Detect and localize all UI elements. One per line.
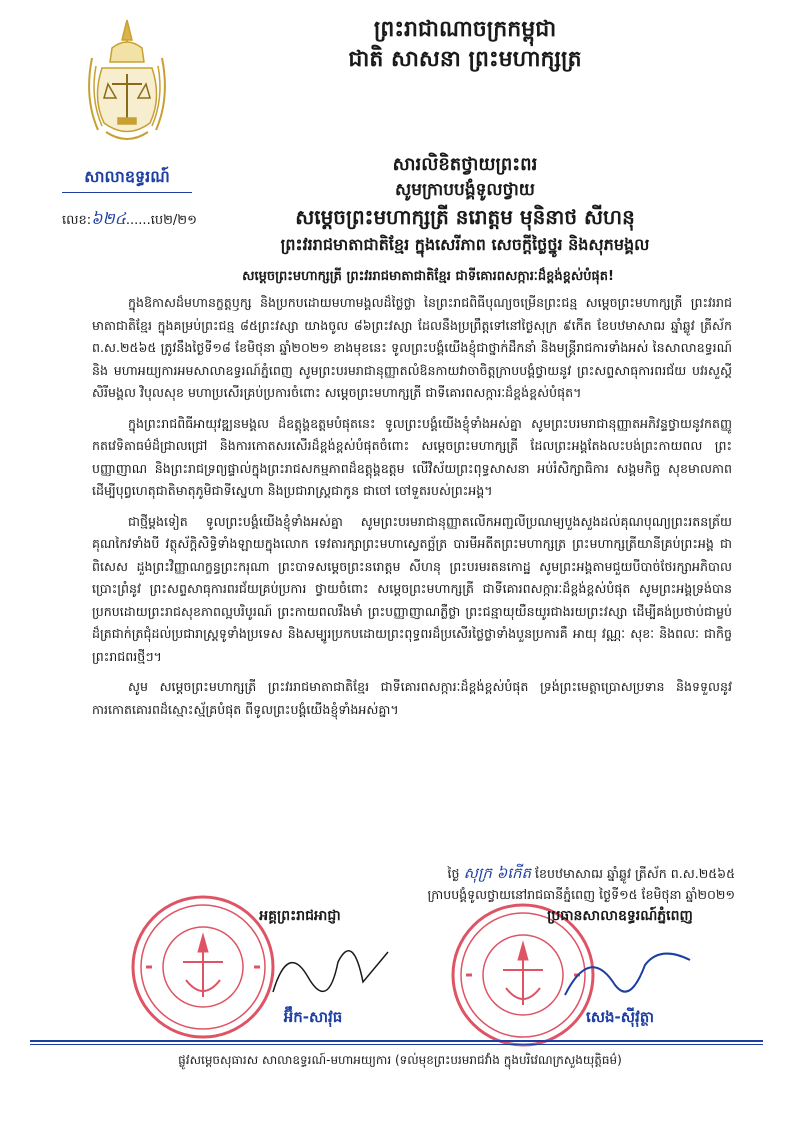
court-underline xyxy=(62,192,192,193)
left-signatory-title: អគ្គព្រះរាជអាជ្ញា xyxy=(259,908,341,924)
salutation: សម្តេចព្រះមហាក្សត្រី ព្រះវររាជមាតាជាតិខ្មែរ ជាទីគោរពសក្ការៈដ៏ខ្ពង់ខ្ពស់បំផុត! xyxy=(242,269,614,284)
signature-right xyxy=(560,940,700,1010)
kingdom-name: ព្រះរាជាណាចក្រកម្ពុជា xyxy=(373,16,557,42)
lunar-date xyxy=(265,862,735,885)
national-motto: ជាតិ សាសនា ព្រះមហាក្សត្រ xyxy=(348,46,582,72)
date-handwritten: សុក្រ ៦កើត xyxy=(463,864,532,882)
letterhead xyxy=(300,14,630,74)
addressee-name: សម្តេចព្រះមហាក្សត្រី នរោត្តម មុនិនាថ សីហនុ xyxy=(295,205,635,229)
royal-emblem-icon xyxy=(82,18,172,148)
footer-address: ផ្លូវសម្តេចសុធារស សាលាឧទ្ធរណ៍-មហាអយ្យការ (ទល់មុខព្រះបរមរាជវាំង ក្នុងបរិវេណក្រសួងយុត្តិធម៌) xyxy=(178,1053,622,1067)
footer-divider xyxy=(30,1040,763,1042)
ref-suffix: ......បេ២/២១ xyxy=(125,213,197,228)
letter-body xyxy=(92,292,732,729)
ref-prefix: លេខ: xyxy=(62,213,92,228)
ref-handwritten-number: ៦២៤ xyxy=(91,209,126,228)
issuing-court: សាលាឧទ្ធរណ៍ xyxy=(84,167,170,186)
paragraph-4: សូម សម្តេចព្រះមហាក្សត្រី ព្រះវររាជមាតាជាតិខ្មែរ ជាទីគោរពសក្ការៈដ៏ខ្ពង់ខ្ពស់បំផុត ទ្រង់ព្រះមេត្តាប្រោសប្រទាន និងទទួលនូវការកោតគោរពដ៏ស្មោះស្ម័គ្របំផុត ពីទូលព្រះបង្គំយើងខ្ញុំទាំងអស់គ្នា។ xyxy=(92,679,732,717)
signature-left xyxy=(268,922,398,1012)
left-signatory-name: អ៊ឹក-សាវុធ xyxy=(283,1008,343,1026)
paragraph-2: ក្នុងព្រះរាជពិធីអាយុវឌ្ឍនមង្គល ដ៏ឧត្តុង្គឧត្តមបំផុតនេះ ទូលព្រះបង្គំយើងខ្ញុំទាំងអស់គ្នា សូមព្រះបរមរាជានុញ្ញាតអភិវន្ទថ្វាយនូវកតញ្ញូកតវេទិតាធម៌ដ៏ជ្រាលជ្រៅ និងការកោតសរសើរដ៏ខ្ពង់ខ្ពស់បំផុតចំពោះ សម្តេចព្រះមហាក្សត្រី ដែលព្រះអង្គតែងលះបង់ព្រះកាយពល ព្រះបញ្ញាញាណ និងព្រះរាជទ្រព្យផ្ទាល់ក្នុងព្រះរាជសកម្មភាពដ៏ឧត្តុង្គឧត្តម លើវិស័យព្រះពុទ្ធសាសនា អប់រំសិក្សាធិការ សង្គមកិច្ច សុខមាលភាព ដើម្បីបុព្វហេតុជាតិមាតុភូមិជាទីស្នេហា និងប្រជារាស្ត្រជាកូន ជាចៅ ចៅទួតរបស់ព្រះអង្គ។ xyxy=(92,415,732,498)
date-prefix: ថ្ងៃ xyxy=(447,866,460,881)
paragraph-3: ជាថ្មីម្តងទៀត ទូលព្រះបង្គំយើងខ្ញុំទាំងអស់គ្នា សូមព្រះបរមរាជានុញ្ញាតលើកអញ្ជលីប្រណម្យបួងសួងដល់គុណបុណ្យព្រះរតនត្រ័យ គុណកៃវទាំងបី វត្ថុស័ក្តិសិទ្ធិទាំងឡាយក្នុងលោក ទេវតារក្សាព្រះមហាស្វេតច្ឆ័ត្រ បារមីអតីតព្រះមហាក្សត្រ ព្រះមហាក្សត្រីយានីគ្រប់ព្រះអង្គ ជាពិសេស ដួងព្រះវិញ្ញាណក្ខន្ធព្រះករុណា ព្រះបាទសម្តេចព្រះនរោត្តម សីហនុ ព្រះបរមរតនកោដ្ឋ សូមព្រះអង្គតាមជួយបីបាច់ថែរក្សាអភិបាលប្រោះព្រំនូវ ព្រះសព្ទសាធុការពរជ័យគ្រប់ប្រការ ថ្វាយចំពោះ សម្តេចព្រះមហាក្សត្រី ជាទីគោរពសក្ការៈដ៏ខ្ពង់ខ្ពស់បំផុត សូមព្រះអង្គទ្រង់បានប្រកបដោយព្រះរាជសុខភាពល្អបរិបូរណ៍ ព្រះកាយពលរឹងមាំ ព្រះបញ្ញាញាណភ្លឺថ្លា ព្រះជន្មាយុយឺនយូរជាងរយព្រះវស្សា ដើម្បីគង់ប្រថាប់ជាម្លប់ដ៏ត្រជាក់ត្រជុំដល់ប្រជារាស្ត្រទូទាំងប្រទេស និងសម្បូរប្រកបដោយព្រះពុទ្ធពរដ៏ប្រសើរថ្លៃថ្លាទាំងបួនប្រការគឺ អាយុ វណ្ណៈ សុខៈ និងពលៈ ជាកិច្ចព្រះរាជពរថ្មីៗ។ xyxy=(92,513,732,664)
reference-number xyxy=(62,208,197,232)
letter-title xyxy=(205,152,725,258)
paragraph-1: ក្នុងឱកាសដ៏មហានក្ខត្តឫក្ស និងប្រកបដោយមហាមង្គលដ៏ថ្លៃថ្លា នៃព្រះរាជពិធីបុណ្យចម្រើនព្រះជន្ម សម្តេចព្រះមហាក្សត្រី ព្រះវររាជមាតាជាតិខ្មែរ ក្នុងគម្រប់ព្រះជន្ម ៨៥ព្រះវស្សា យាងចូល ៨៦ព្រះវស្សា ដែលនឹងប្រព្រឹត្តទៅនៅថ្ងៃសុក្រ ៩កើត ខែបឋមាសាឍ ឆ្នាំឆ្លូវ ត្រីស័ក ព.ស.២៥៦៥ ត្រូវនឹងថ្ងៃទី១៨ ខែមិថុនា ឆ្នាំ២០២១ ខាងមុខនេះ ទូលព្រះបង្គំយើងខ្ញុំជាថ្នាក់ដឹកនាំ និងមន្ត្រីរាជការទាំងអស់ នៃសាលាឧទ្ធរណ៍ និង មហាអយ្យការអមសាលាឧទ្ធរណ៍ភ្នំពេញ សូមព្រះបរមរាជានុញ្ញាតលំឱនកាយវាចាចិត្តក្រាបបង្គំថ្វាយនូវ ព្រះសព្ទសាធុការពរជ័យ បវរសួស្តី សិរីមង្គល វិបុលសុខ មហាប្រសើរគ្រប់ប្រការចំពោះ សម្តេចព្រះមហាក្សត្រី ជាទីគោរពសក្ការៈដ៏ខ្ពង់ខ្ពស់បំផុត។ xyxy=(92,295,732,400)
footer-divider-thin xyxy=(30,1044,763,1045)
right-signatory-title: ប្រធានសាលាឧទ្ធរណ៍ភ្នំពេញ xyxy=(547,908,693,924)
title-line-2: សូមក្រាបបង្គំទូលថ្វាយ xyxy=(395,180,535,200)
addressee-title: ព្រះវររាជមាតាជាតិខ្មែរ ក្នុងសេរីភាព សេចក្តីថ្លៃថ្នូរ និងសុភមង្គល xyxy=(280,235,650,254)
title-line-1: សារលិខិតថ្វាយព្រះពរ xyxy=(392,154,538,175)
place-and-date: ក្រាបបង្គំទូលថ្វាយនៅរាជធានីភ្នំពេញ ថ្ងៃទី១៥ ខែមិថុនា ឆ្នាំ២០២១ xyxy=(427,887,735,902)
date-rest: ខែបឋមាសាឍ ឆ្នាំឆ្លូវ ត្រីស័ក ព.ស.២៥៦៥ xyxy=(535,866,735,881)
right-signatory-name: សេង-ស៊ីវុត្ថា xyxy=(585,1008,655,1026)
